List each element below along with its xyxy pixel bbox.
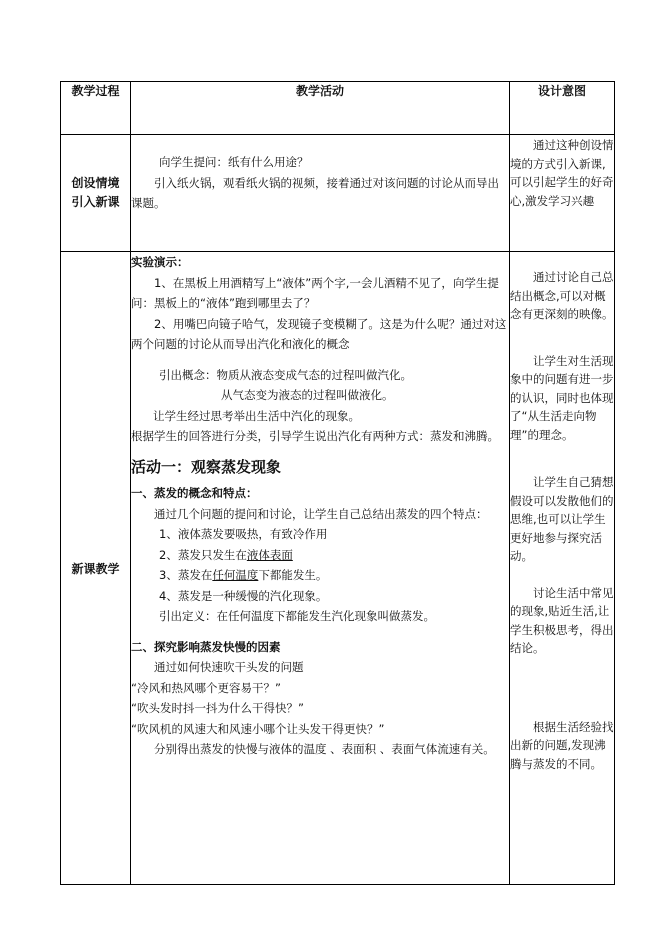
activity1-title: 活动一：观察蒸发现象 [131,457,282,476]
activity-cell-intro [131,135,510,252]
demo-item-2: 2、用嘴巴向镜子哈气，发现镜子变模糊了。这是为什么呢？通过对这两个问题的讨论从而导出汽化和液化的概念 [131,316,507,351]
intent-text-1: 通过讨论自己总结出概念,可以对概念有更深刻的映像。 [510,270,614,321]
activity-cell-new [131,252,510,885]
examples-text: 让学生经过思考举出生活中汽化的现象。 [153,408,360,423]
intro-text: 引入纸火锅，观看纸火锅的视频，接着通过对该问题的讨论从而导出课题。 [131,175,499,210]
section2-intro: 通过如何快速吹干头发的问题 [154,660,304,674]
question-3: “吹风机的风速大和风速小哪个让头发干得更快？” [131,721,385,736]
section2-title: 二、探究影响蒸发快慢的因素 [131,639,281,654]
header-activity: 教学活动 [131,82,510,135]
header-stage: 教学过程 [61,82,131,135]
definition-text: 引出定义：在任何温度下都能发生汽化现象叫做蒸发。 [159,609,435,623]
lesson-plan-table [60,81,615,885]
intent-text-2: 让学生对生活现象中的问题有进一步的认识，同时也体现了“从生活走向物理”的理念。 [510,353,614,442]
concept-1: 引出概念：物质从液态变成气态的过程叫做汽化。 [159,367,412,382]
intent-text-3: 让学生自己猜想假设可以发散他们的思维,也可以让学生更好地参与探究活动。 [510,475,614,563]
header-intent: 设计意图 [510,82,615,135]
question-2: “吹头发时抖一抖为什么干得快？” [131,701,304,715]
intent-text-5: 根据生活经验找出新的问题,发现沸腾与蒸发的不同。 [510,719,614,771]
intent-cell-intro [510,135,615,252]
intent-text-4: 讨论生活中常见的现象,贴近生活,让学生积极思考，得出结论。 [510,585,614,655]
feature-4: 4、蒸发是一种缓慢的汽化现象。 [159,588,328,603]
header-row [61,82,615,135]
stage-cell-intro: 创设情境 引入新课 [61,135,131,252]
intent-cell-new [510,252,615,885]
stage-cell-new: 新课教学 [61,252,131,885]
section1-title: 一、蒸发的概念和特点： [131,486,258,500]
feature-3: 3、蒸发在任何温度下都能发生。 [159,568,328,582]
concept-2: 从气态变为液态的过程叫做液化。 [221,388,394,402]
conclusion-text: 分别得出蒸发的快慢与液体的温度 、表面积 、表面气体流速有关。 [154,742,495,756]
question-text: 向学生提问：纸有什么用途？ [159,155,309,169]
section1-intro: 通过几个问题的提问和讨论，让学生自己总结出蒸发的四个特点： [154,506,488,521]
table-row [61,252,615,885]
demo-title: 实验演示： [131,255,189,269]
feature-2: 2、蒸发只发生在液体表面 [159,547,293,562]
demo-item-1: 1、在黑板上用酒精写上“液体”两个字,一会儿酒精不见了，向学生提问：黑板上的“液体”跑到哪里去了？ [131,275,499,310]
classify-text: 根据学生的回答进行分类，引导学生说出汽化有两种方式：蒸发和沸腾。 [131,429,499,443]
question-1: “冷风和热风哪个更容易干？” [131,680,281,695]
intent-text: 通过这种创设情境的方式引入新课,可以引起学生的好奇心,激发学习兴趣 [510,138,614,208]
table-row [61,135,615,252]
feature-1: 1、液体蒸发要吸热，有致冷作用 [159,527,328,541]
